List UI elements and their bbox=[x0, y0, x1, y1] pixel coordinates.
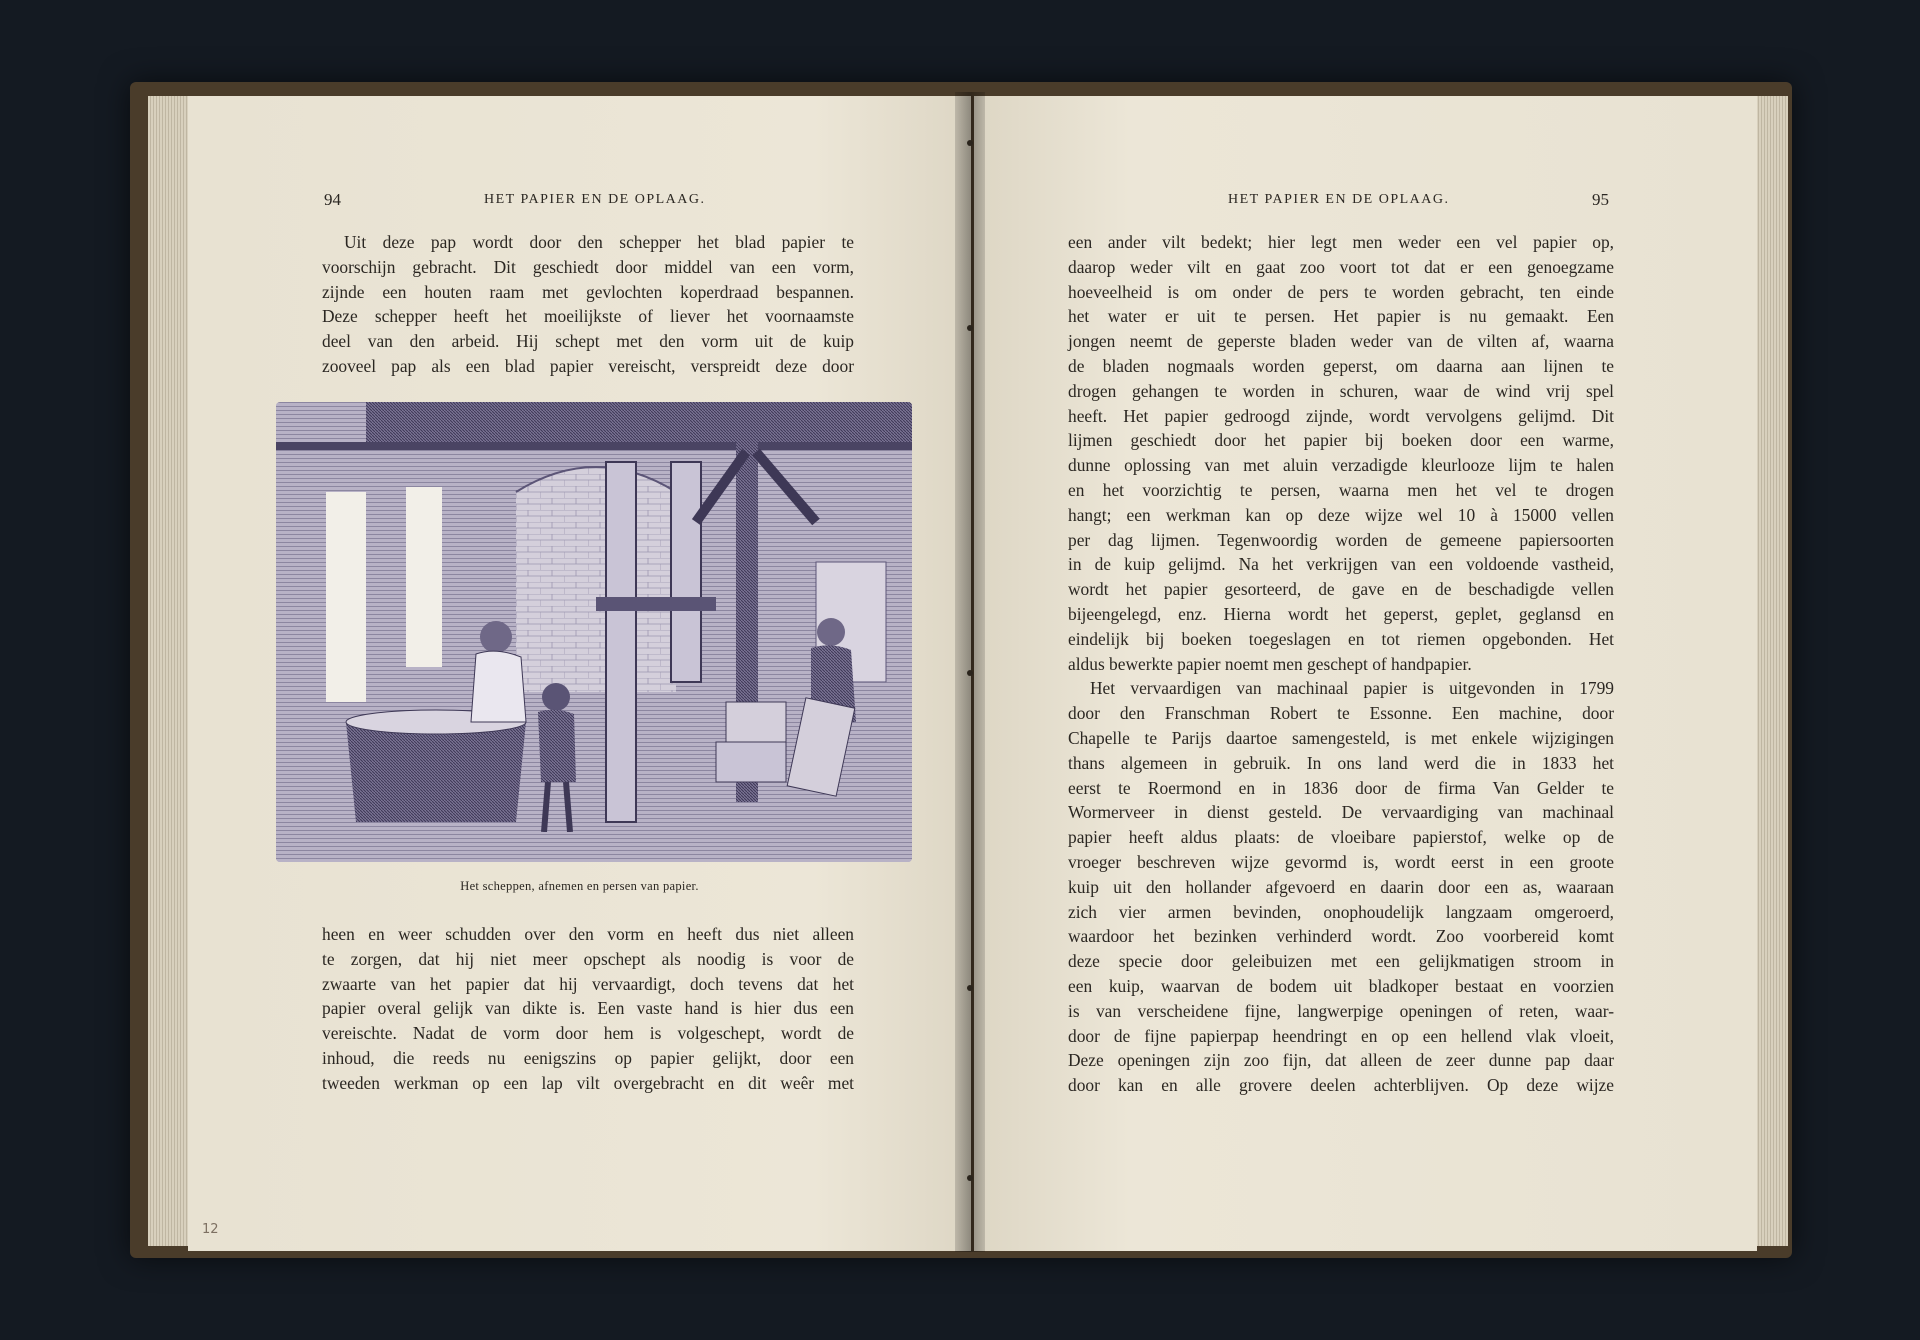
text-line: Chapelle te Parijs daartoe samengesteld, is met enkele wijzigingen bbox=[1068, 727, 1614, 748]
text-line: is van verscheidene fijne, langwerpige openingen of reten, waar- bbox=[1068, 1000, 1614, 1021]
text-line: zijnde een houten raam met gevlochten koperdraad bespannen. bbox=[322, 281, 854, 302]
left-page-number: 94 bbox=[324, 190, 341, 209]
papermaking-workshop-engraving bbox=[276, 402, 912, 862]
text-line: aldus bewerkte papier noemt men geschept of handpapier. bbox=[1068, 653, 1472, 674]
text-line: tweeden werkman op een lap vilt overgebracht en dit weêr met bbox=[322, 1072, 854, 1093]
right-page bbox=[974, 96, 1757, 1251]
text-line: waardoor het bezinken verhinderd wordt. Zoo voorbereid komt bbox=[1068, 926, 1614, 947]
text-line: inhoud, die reeds nu eenigszins op papier gelijkt, door een bbox=[322, 1047, 854, 1068]
text-line: zooveel pap als een blad papier vereischt, verspreidt deze door bbox=[322, 355, 854, 376]
text-line: de bladen nogmaals worden geperst, om daarna aan lijnen te bbox=[1068, 355, 1614, 376]
text-line: daarop weder vilt en gaat zoo voort tot dat er een genoegzame bbox=[1068, 256, 1614, 277]
figure-caption: Het scheppen, afnemen en persen van papier. bbox=[460, 879, 699, 893]
engraving-illustration bbox=[276, 402, 912, 862]
text-line: kuip uit den hollander afgevoerd en daarin door een as, waaraan bbox=[1068, 876, 1614, 897]
text-line: per dag lijmen. Tegenwoordig worden de gemeene papiersoorten bbox=[1068, 529, 1614, 550]
text-line: zwaarte van het papier dat hij vervaardigt, doch tevens dat het bbox=[322, 973, 854, 994]
binding-stitch bbox=[967, 325, 973, 331]
left-top-paragraph bbox=[322, 230, 854, 379]
text-line: door de fijne papierpap heendringt en op een hellend vlak vloeit, bbox=[1068, 1025, 1614, 1046]
text-line: het water er uit te persen. Het papier is nu gemaakt. Een bbox=[1068, 306, 1614, 327]
text-line: in de kuip gelijmd. Na het verkrijgen van een voldoende vastheid, bbox=[1068, 554, 1614, 575]
text-line: dunne oplossing van met aluin verzadigde kleurlooze lijm te halen bbox=[1068, 455, 1614, 476]
page-edges-right bbox=[1756, 96, 1788, 1246]
text-line: vroeger beschreven wijze gevormd is, wordt eerst in een groote bbox=[1068, 851, 1614, 872]
text-line: thans algemeen in gebruik. In ons land werd die in 1833 het bbox=[1068, 752, 1614, 773]
text-line: papier overal gelijk van dikte is. Een vaste hand is hier dus een bbox=[322, 998, 854, 1019]
page-edges-left bbox=[148, 96, 188, 1246]
text-line: lijmen geschiedt door het papier bij boeken door een warme, bbox=[1068, 430, 1614, 451]
text-line: door kan en alle grovere deelen achterblijven. Op deze wijze bbox=[1068, 1075, 1614, 1096]
text-line: heen en weer schudden over den vorm en heeft dus niet alleen bbox=[322, 924, 854, 944]
text-line: wordt het papier gesorteerd, de gave en de beschadigde vellen bbox=[1068, 579, 1614, 600]
right-running-head: HET PAPIER EN DE OPLAAG. bbox=[1228, 192, 1450, 207]
binding-stitch bbox=[967, 985, 973, 991]
binding-stitch bbox=[967, 670, 973, 676]
text-line: vereischte. Nadat de vorm door hem is volgeschept, wordt de bbox=[322, 1023, 854, 1044]
text-line: deze specie door geleibuizen met een gelijkmatigen stroom in bbox=[1068, 951, 1614, 972]
text-line: te zorgen, dat hij niet meer opschept als noodig is voor de bbox=[322, 948, 854, 969]
text-line: Uit deze pap wordt door den schepper het blad papier te bbox=[344, 232, 854, 252]
text-line: papier heeft aldus plaats: de vloeibare papierstof, welke op de bbox=[1068, 827, 1614, 848]
binding-stitch bbox=[967, 1175, 973, 1181]
text-line: voorschijn gebracht. Dit geschiedt door middel van een vorm, bbox=[322, 256, 854, 277]
text-line: Wormerveer in dienst gesteld. De vervaardiging van machinaal bbox=[1068, 802, 1614, 823]
text-line: en het voorzichtig te persen, waarna men het vel te drogen bbox=[1068, 479, 1614, 500]
text-line: eerst te Roermond en in 1836 door de firma Van Gelder te bbox=[1068, 777, 1614, 798]
text-line: hoeveelheid is om onder de pers te worden gebracht, ten einde bbox=[1068, 281, 1614, 302]
left-bottom-paragraph bbox=[322, 922, 854, 1096]
text-line: jongen neemt de geperste bladen weder van de vilten af, waarna bbox=[1068, 331, 1614, 352]
text-line: hangt; een werkman kan op deze wijze wel 10 à 15000 vellen bbox=[1068, 504, 1614, 525]
text-line: een ander vilt bedekt; hier legt men weder een vel papier op, bbox=[1068, 232, 1614, 252]
right-page-number: 95 bbox=[1592, 190, 1609, 209]
text-line: Deze openingen zijn zoo fijn, dat alleen de zeer dunne pap daar bbox=[1068, 1050, 1614, 1071]
binding-stitch bbox=[967, 140, 973, 146]
text-line: heeft. Het papier gedroogd zijnde, wordt vervolgens gelijmd. Dit bbox=[1068, 405, 1614, 426]
left-page bbox=[188, 96, 971, 1251]
text-line: deel van den arbeid. Hij schept met den vorm uit de kuip bbox=[322, 331, 854, 352]
left-running-head: HET PAPIER EN DE OPLAAG. bbox=[484, 192, 706, 207]
text-line: bijeengelegd, enz. Hierna wordt het geperst, geplet, geglansd en bbox=[1068, 603, 1614, 624]
text-line: drogen gehangen te worden in schuren, waar de wind vrij spel bbox=[1068, 380, 1614, 401]
pencil-page-note: 12 bbox=[202, 1222, 219, 1237]
text-line: Het vervaardigen van machinaal papier is uitgevonden in 1799 bbox=[1090, 678, 1614, 699]
text-line: een kuip, waarvan de bodem uit bladkoper bestaat en voorzien bbox=[1068, 975, 1614, 996]
text-line: eindelijk bij boeken toegeslagen en tot riemen opgebonden. Het bbox=[1068, 628, 1614, 649]
text-line: door den Franschman Robert te Essonne. Een machine, door bbox=[1068, 703, 1614, 724]
right-text-body bbox=[1068, 230, 1614, 1098]
text-line: zich vier armen bevinden, onophoudelijk langzaam omgeroerd, bbox=[1068, 901, 1614, 922]
text-line: Deze schepper heeft het moeilijkste of liever het voornaamste bbox=[322, 306, 854, 327]
